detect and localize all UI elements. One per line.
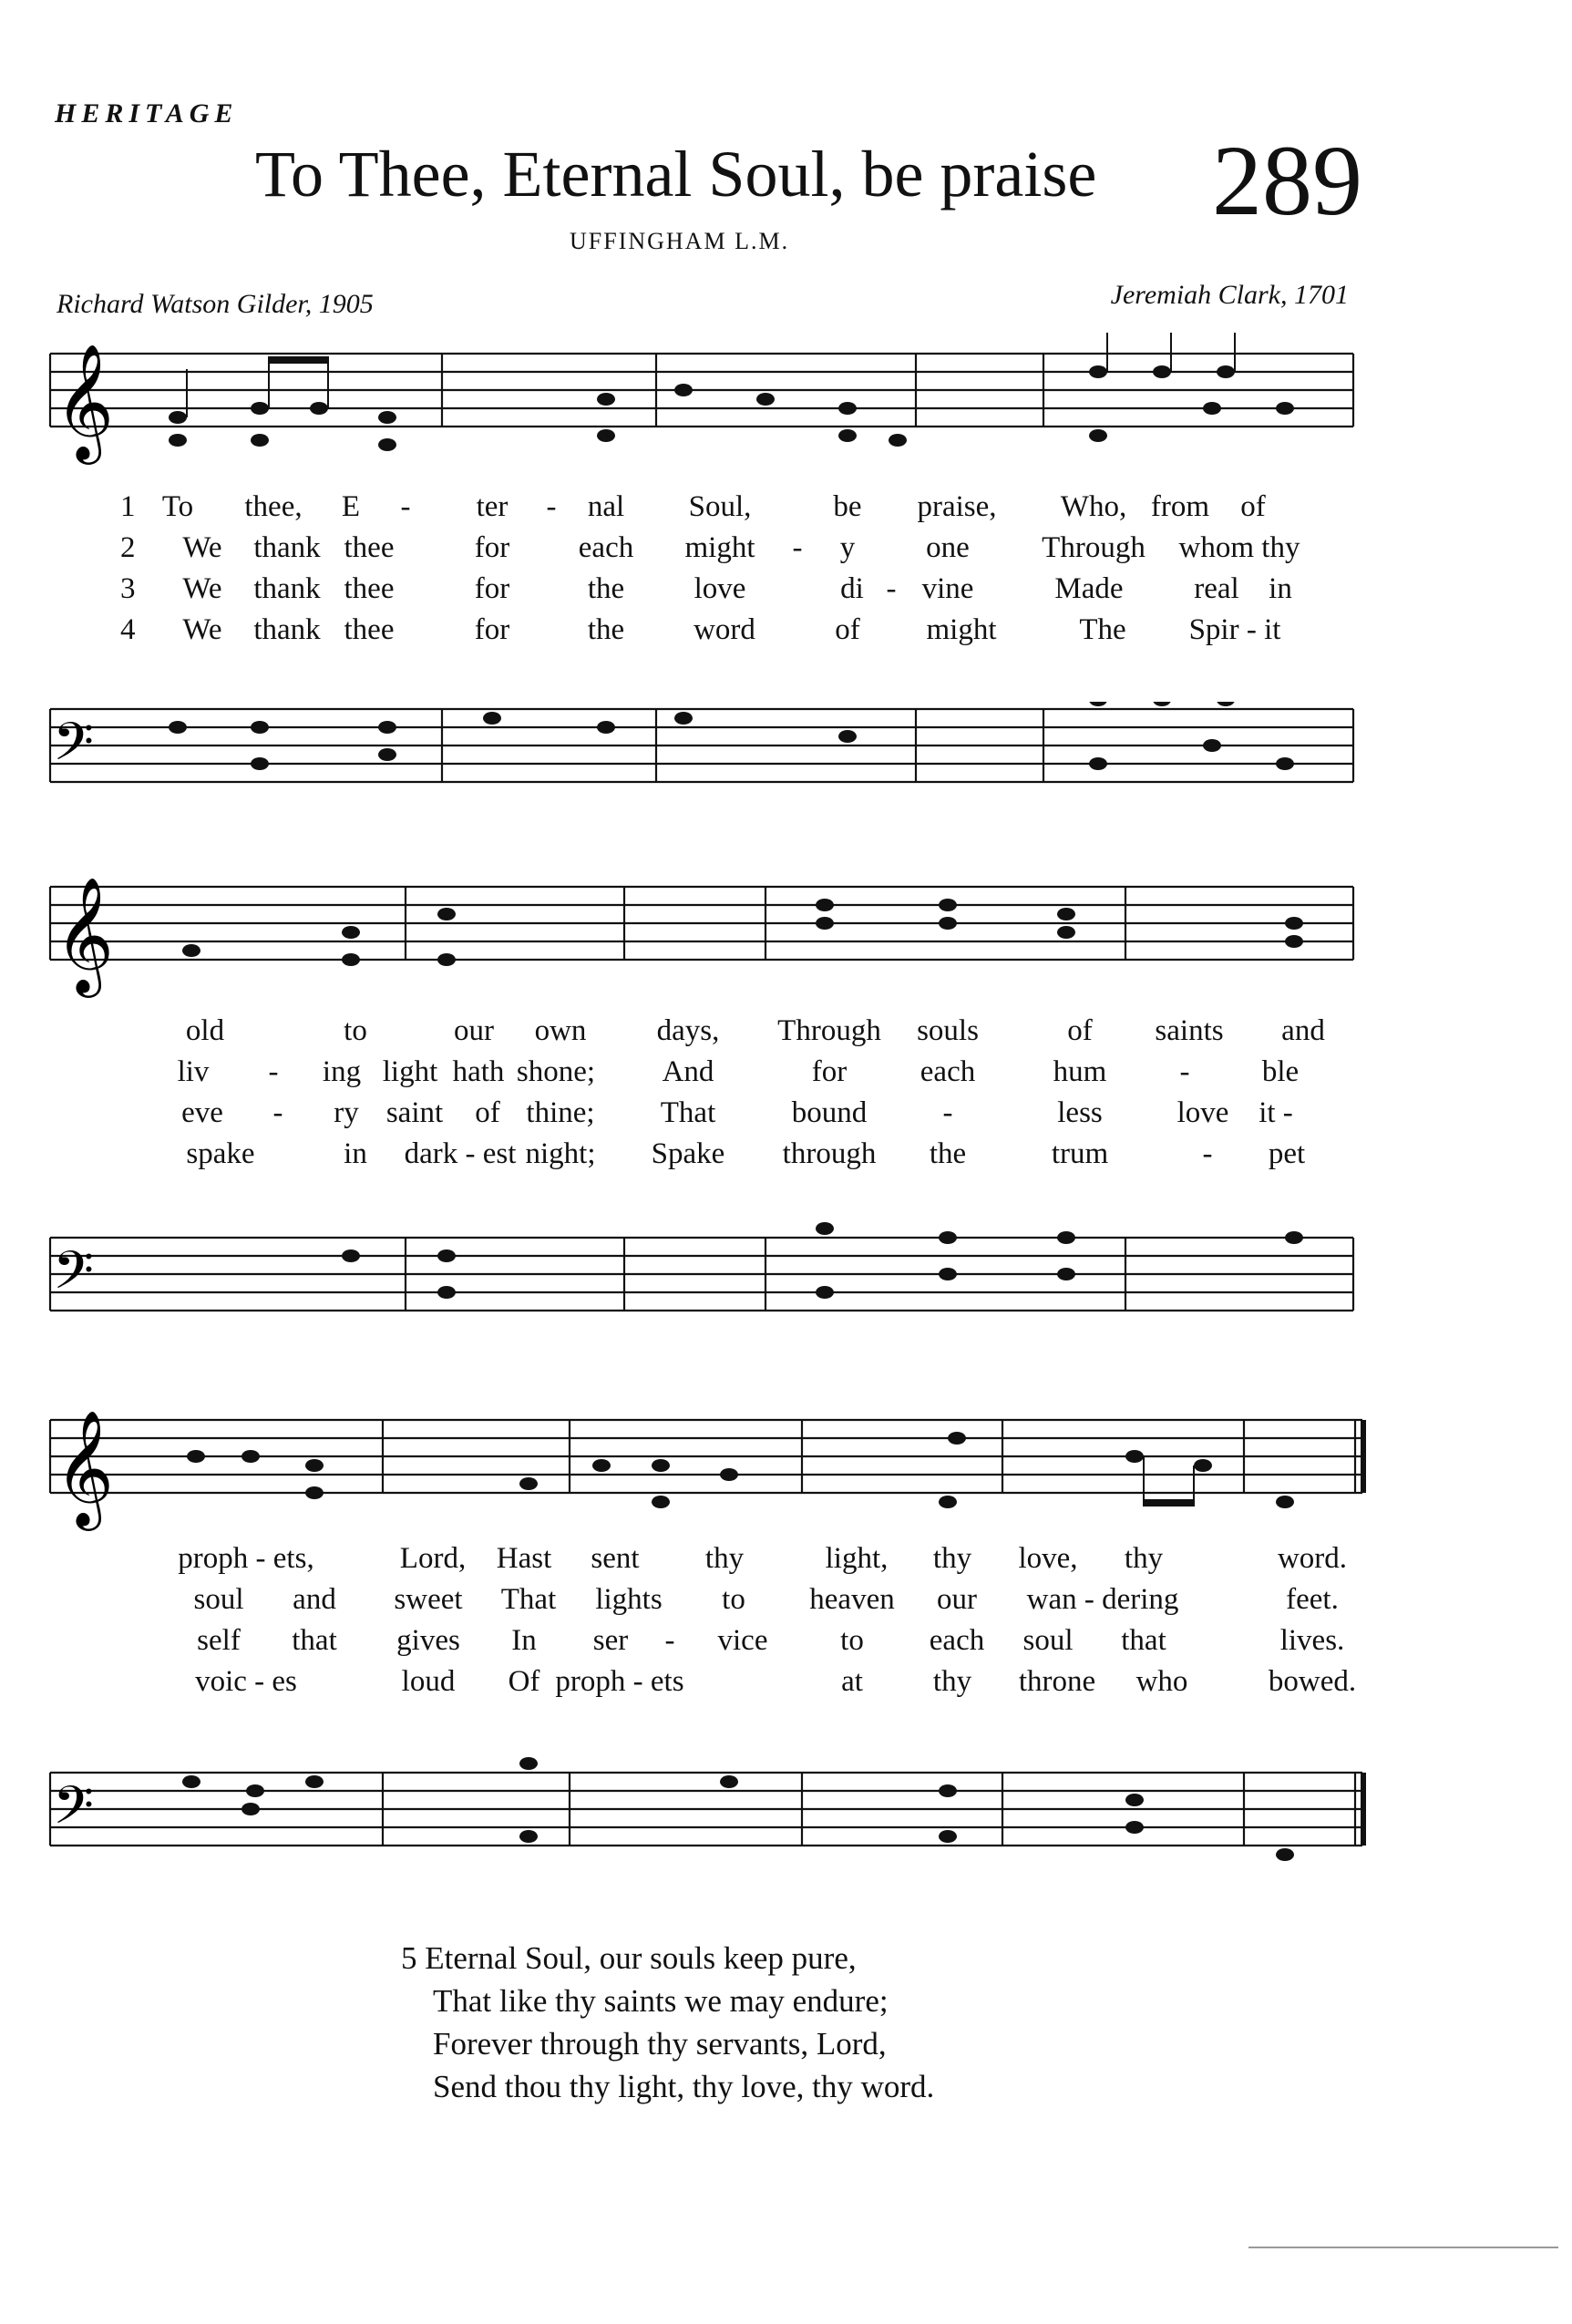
- lyric-syllable: We: [182, 531, 222, 564]
- lyric-syllable: from: [1150, 490, 1210, 523]
- lyric-syllable: hath: [452, 1055, 505, 1088]
- lyric-syllable: ry: [334, 1096, 359, 1129]
- lyric-syllable: voic - es: [195, 1665, 297, 1698]
- lyric-syllable: liv: [177, 1055, 210, 1088]
- lyric-syllable: -: [1202, 1137, 1213, 1170]
- lyric-syllable: and: [1281, 1014, 1325, 1047]
- lyric-syllable: vice: [717, 1624, 768, 1657]
- lyric-syllable: own: [534, 1014, 587, 1047]
- verse-number: 4: [120, 613, 136, 646]
- text-author: Richard Watson Gilder, 1905: [57, 289, 374, 319]
- lyric-syllable: di: [840, 572, 864, 605]
- lyric-syllable: old: [185, 1014, 225, 1047]
- lyric-syllable: nal: [587, 490, 625, 523]
- lyric-syllable: Who,: [1060, 490, 1127, 523]
- lyric-syllable: days,: [656, 1014, 720, 1047]
- verse-number: 3: [120, 572, 136, 605]
- stanza-number: 5: [401, 1940, 417, 1976]
- system-1-bass-staff: [0, 702, 1572, 820]
- lyric-syllable: love: [694, 572, 746, 605]
- lyric-syllable: vine: [921, 572, 974, 605]
- lyric-syllable: for: [811, 1055, 848, 1088]
- lyric-syllable: of: [835, 613, 860, 646]
- lyric-syllable: And: [662, 1055, 714, 1088]
- lyric-syllable: light: [382, 1055, 438, 1088]
- lyric-syllable: less: [1057, 1096, 1103, 1129]
- lyric-syllable: ble: [1261, 1055, 1300, 1088]
- lyric-syllable: thank: [253, 572, 321, 605]
- lyric-syllable: That: [500, 1583, 557, 1616]
- svg-text:𝄢: 𝄢: [53, 1774, 95, 1849]
- lyric-syllable: wan - dering: [1026, 1583, 1179, 1616]
- lyric-syllable: Soul,: [688, 490, 752, 523]
- lyric-syllable: each: [929, 1624, 985, 1657]
- lyric-syllable: We: [182, 572, 222, 605]
- stanza-line: Send thou thy light, thy love, thy word.: [433, 2069, 935, 2104]
- lyric-syllable: praise,: [917, 490, 997, 523]
- lyric-syllable: each: [578, 531, 634, 564]
- lyric-syllable: to: [722, 1583, 745, 1616]
- lyric-syllable: saint: [385, 1096, 444, 1129]
- lyric-syllable: E: [341, 490, 361, 523]
- lyric-syllable: lights: [595, 1583, 663, 1616]
- lyric-syllable: That: [660, 1096, 716, 1129]
- lyric-syllable: In: [511, 1624, 537, 1657]
- lyric-syllable: thine;: [526, 1096, 595, 1129]
- lyric-syllable: in: [1269, 572, 1292, 605]
- lyric-syllable: to: [840, 1624, 864, 1657]
- lyric-syllable: -: [664, 1624, 675, 1657]
- lyric-syllable: We: [182, 613, 222, 646]
- svg-text:𝄞: 𝄞: [55, 343, 115, 459]
- lyric-syllable: for: [474, 531, 510, 564]
- lyric-syllable: be: [833, 490, 862, 523]
- system-2-treble-staff: [0, 866, 1572, 1003]
- lyric-syllable: Made: [1054, 572, 1124, 605]
- verse-number: 1: [120, 490, 136, 523]
- verse-number: 2: [120, 531, 136, 564]
- lyric-syllable: thank: [253, 613, 321, 646]
- svg-text:𝄢: 𝄢: [53, 1239, 95, 1314]
- lyric-syllable: that: [1121, 1624, 1166, 1657]
- stanza-line: Forever through thy servants, Lord,: [433, 2026, 887, 2062]
- lyric-syllable: shone;: [516, 1055, 596, 1088]
- lyric-syllable: thy: [1124, 1542, 1164, 1575]
- lyric-syllable: thy: [932, 1665, 972, 1698]
- lyric-syllable: of: [1067, 1014, 1093, 1047]
- lyric-syllable: proph - ets,: [178, 1542, 314, 1575]
- svg-text:𝄞: 𝄞: [55, 1409, 115, 1526]
- lyric-syllable: of: [475, 1096, 500, 1129]
- lyric-syllable: for: [474, 572, 510, 605]
- lyric-syllable: bowed.: [1268, 1665, 1357, 1698]
- lyric-syllable: -: [886, 572, 897, 605]
- lyric-syllable: sweet: [394, 1583, 463, 1616]
- lyric-syllable: light,: [825, 1542, 889, 1575]
- system-3-bass-staff: [0, 1745, 1572, 1864]
- lyric-syllable: real: [1194, 572, 1239, 605]
- lyric-syllable: -: [1179, 1055, 1190, 1088]
- lyric-syllable: who: [1135, 1665, 1188, 1698]
- lyric-syllable: to: [344, 1014, 367, 1047]
- lyric-syllable: Of: [508, 1665, 540, 1698]
- stanza-line: That like thy saints we may endure;: [433, 1983, 889, 2019]
- lyric-syllable: thee,: [244, 490, 303, 523]
- lyric-syllable: at: [841, 1665, 863, 1698]
- lyric-syllable: that: [292, 1624, 337, 1657]
- lyric-syllable: word.: [1277, 1542, 1348, 1575]
- lyric-syllable: ser: [592, 1624, 629, 1657]
- lyric-syllable: the: [587, 613, 625, 646]
- hymn-title: To Thee, Eternal Soul, be praise: [255, 138, 1097, 211]
- system-3-treble-staff: [0, 1399, 1572, 1536]
- music-composer: Jeremiah Clark, 1701: [1110, 280, 1349, 310]
- lyric-syllable: ter: [476, 490, 509, 523]
- lyric-syllable: for: [474, 613, 510, 646]
- lyric-syllable: soul: [193, 1583, 244, 1616]
- lyric-syllable: thy: [704, 1542, 745, 1575]
- lyric-syllable: proph - ets: [555, 1665, 684, 1698]
- footer-rule: [1248, 2247, 1558, 2248]
- lyric-syllable: ing: [322, 1055, 362, 1088]
- lyric-syllable: one: [926, 531, 970, 564]
- lyric-syllable: loud: [401, 1665, 456, 1698]
- lyric-syllable: it -: [1259, 1096, 1293, 1129]
- lyric-syllable: our: [937, 1583, 977, 1616]
- system-1-treble-staff: [0, 333, 1572, 469]
- lyric-syllable: Lord,: [399, 1542, 467, 1575]
- lyric-syllable: sent: [591, 1542, 640, 1575]
- lyric-syllable: thee: [344, 613, 395, 646]
- hymn-number: 289: [1212, 125, 1362, 236]
- lyric-syllable: pet: [1268, 1137, 1306, 1170]
- lyric-syllable: -: [272, 1096, 283, 1129]
- lyric-syllable: the: [929, 1137, 967, 1170]
- lyric-syllable: Hast: [496, 1542, 552, 1575]
- lyric-syllable: bound: [791, 1096, 868, 1129]
- lyric-syllable: souls: [917, 1014, 979, 1047]
- lyric-syllable: feet.: [1286, 1583, 1339, 1616]
- svg-text:𝄢: 𝄢: [53, 711, 95, 786]
- lyric-syllable: love: [1176, 1096, 1229, 1129]
- tune-name: UFFINGHAM L.M.: [570, 228, 790, 254]
- lyric-syllable: saints: [1155, 1014, 1224, 1047]
- lyric-syllable: night;: [525, 1137, 596, 1170]
- lyric-syllable: thee: [344, 572, 395, 605]
- lyric-syllable: our: [454, 1014, 494, 1047]
- system-2-bass-staff: [0, 1212, 1572, 1331]
- lyric-syllable: each: [920, 1055, 976, 1088]
- lyric-syllable: self: [197, 1624, 241, 1657]
- stanza-line: 5 Eternal Soul, our souls keep pure,: [401, 1940, 857, 1976]
- lyric-syllable: of: [1240, 490, 1266, 523]
- lyric-syllable: Through: [1042, 531, 1146, 564]
- lyric-syllable: Through: [777, 1014, 881, 1047]
- lyric-syllable: -: [942, 1096, 953, 1129]
- lyric-syllable: thank: [253, 531, 321, 564]
- lyric-syllable: might: [926, 613, 997, 646]
- lyric-syllable: The: [1079, 613, 1126, 646]
- lyric-syllable: thee: [344, 531, 395, 564]
- lyric-syllable: word: [694, 613, 755, 646]
- section-heading: HERITAGE: [55, 98, 239, 129]
- lyric-syllable: hum: [1053, 1055, 1107, 1088]
- lyric-syllable: -: [546, 490, 557, 523]
- lyric-syllable: in: [344, 1137, 367, 1170]
- lyric-syllable: lives.: [1279, 1624, 1345, 1657]
- lyric-syllable: Spir - it: [1188, 613, 1281, 646]
- lyric-syllable: -: [792, 531, 803, 564]
- lyric-syllable: spake: [186, 1137, 255, 1170]
- stanza-5: [401, 1937, 934, 2108]
- lyric-syllable: dark - est: [404, 1137, 517, 1170]
- lyric-syllable: the: [587, 572, 625, 605]
- lyric-syllable: -: [268, 1055, 279, 1088]
- lyric-syllable: heaven: [809, 1583, 895, 1616]
- lyric-syllable: y: [839, 531, 856, 564]
- lyric-syllable: whom thy: [1178, 531, 1300, 564]
- lyric-syllable: soul: [1022, 1624, 1074, 1657]
- lyric-syllable: trum: [1051, 1137, 1109, 1170]
- lyric-syllable: thy: [932, 1542, 972, 1575]
- lyric-syllable: -: [400, 490, 411, 523]
- lyric-syllable: love,: [1018, 1542, 1078, 1575]
- lyric-syllable: through: [782, 1137, 877, 1170]
- lyric-syllable: might: [684, 531, 755, 564]
- lyric-syllable: gives: [396, 1624, 460, 1657]
- lyric-syllable: Spake: [651, 1137, 725, 1170]
- lyric-syllable: eve: [181, 1096, 223, 1129]
- lyric-syllable: To: [161, 490, 194, 523]
- lyric-syllable: throne: [1018, 1665, 1096, 1698]
- svg-text:𝄞: 𝄞: [55, 876, 115, 992]
- lyric-syllable: and: [293, 1583, 336, 1616]
